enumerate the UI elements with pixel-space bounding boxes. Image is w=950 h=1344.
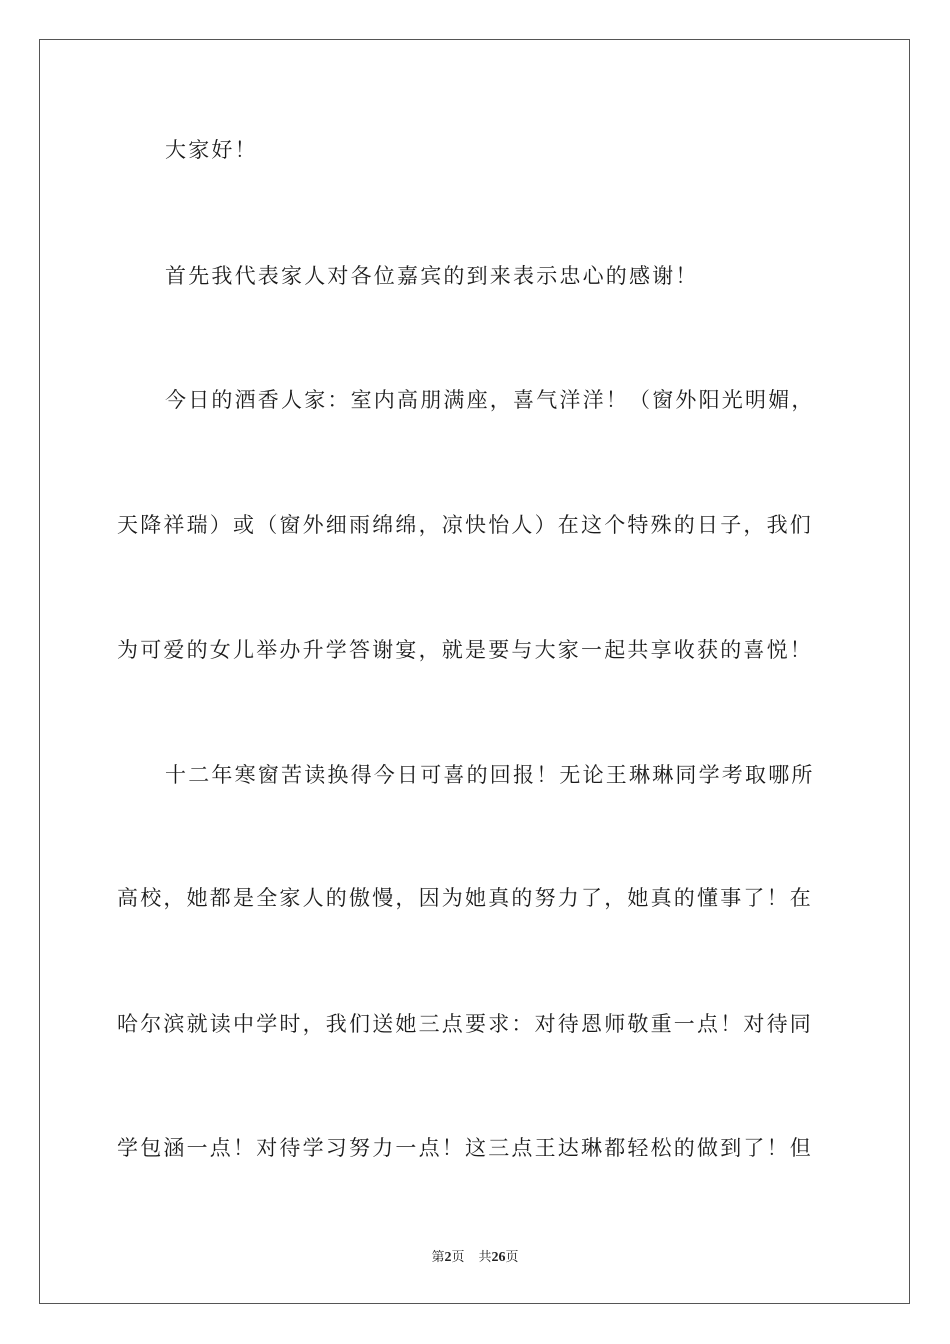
paragraph-line: 大家好！ [165,138,258,162]
paragraph-line: 首先我代表家人对各位嘉宾的到来表示忠心的感谢！ [165,264,699,288]
paragraph-line: 十二年寒窗苦读换得今日可喜的回报！无论王琳琳同学考取哪所 [165,763,815,787]
paragraph-line: 今日的酒香人家：室内高朋满座，喜气洋洋！（窗外阳光明媚， [165,388,815,412]
footer-total-pages: 26 [491,1250,506,1265]
page-footer [0,1246,950,1266]
paragraph-line: 哈尔滨就读中学时，我们送她三点要求：对待恩师敬重一点！对待同 [117,1012,813,1036]
paragraph-line: 为可爱的女儿举办升学答谢宴，就是要与大家一起共享收获的喜悦！ [117,638,813,662]
paragraph-line: 天降祥瑞）或（窗外细雨绵绵，凉快怡人）在这个特殊的日子，我们 [117,513,813,537]
footer-total-prefix: 共 [478,1250,492,1265]
footer-page-suffix: 页 [451,1250,465,1265]
footer-page-number: 2 [444,1250,452,1265]
footer-page-prefix: 第 [431,1250,445,1265]
footer-total-suffix: 页 [505,1250,519,1265]
page-border [39,39,910,1304]
paragraph-line: 高校，她都是全家人的傲慢，因为她真的努力了，她真的懂事了！在 [117,886,813,910]
paragraph-line: 学包涵一点！对待学习努力一点！这三点王达琳都轻松的做到了！但 [117,1136,813,1160]
